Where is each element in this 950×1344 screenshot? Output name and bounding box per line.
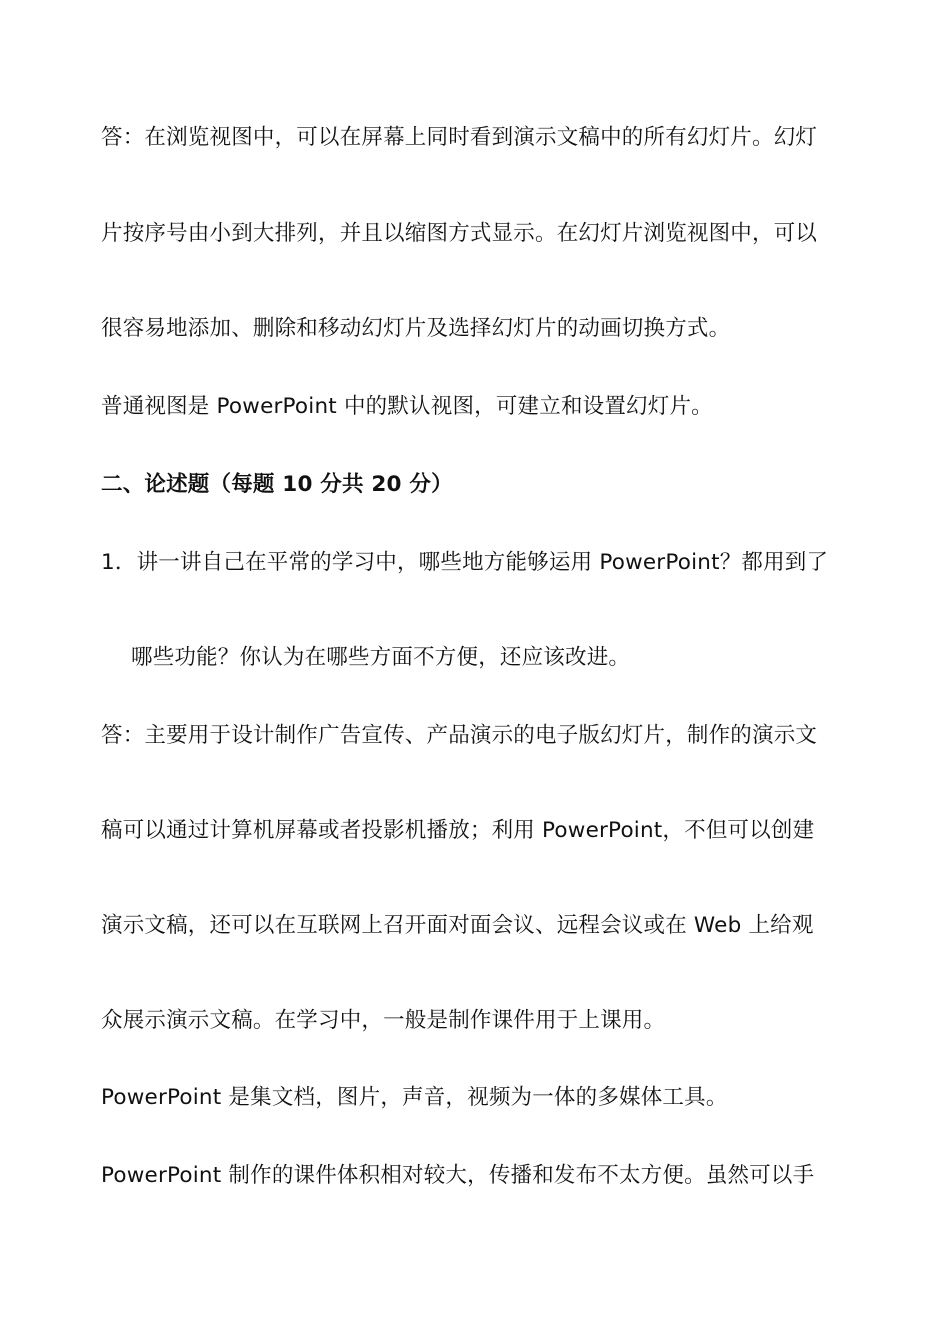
answer-1-line-1: 答：在浏览视图中，可以在屏幕上同时看到演示文稿中的所有幻灯片。幻灯 — [101, 125, 818, 150]
question-1-line-2: 哪些功能？你认为在哪些方面不方便，还应该改进。 — [131, 645, 631, 670]
section-heading: 二、论述题（每题 10 分共 20 分） — [101, 472, 453, 497]
answer-2-line-2: 稿可以通过计算机屏幕或者投影机播放；利用 PowerPoint，不但可以创建 — [101, 818, 815, 843]
multimedia-paragraph: PowerPoint 是集文档，图片，声音，视频为一体的多媒体工具。 — [101, 1085, 728, 1110]
normal-view-paragraph: 普通视图是 PowerPoint 中的默认视图，可建立和设置幻灯片。 — [101, 394, 713, 419]
question-1-line-1: 1．讲一讲自己在平常的学习中，哪些地方能够运用 PowerPoint？都用到了 — [101, 550, 829, 575]
answer-2-line-1: 答：主要用于设计制作广告宣传、产品演示的电子版幻灯片，制作的演示文 — [101, 723, 818, 748]
answer-2-line-3: 演示文稿，还可以在互联网上召开面对面会议、远程会议或在 Web 上给观 — [101, 913, 814, 938]
answer-1-line-2: 片按序号由小到大排列，并且以缩图方式显示。在幻灯片浏览视图中，可以 — [101, 221, 818, 246]
size-paragraph-line-1: PowerPoint 制作的课件体积相对较大，传播和发布不太方便。虽然可以手 — [101, 1163, 815, 1188]
answer-1-line-3: 很容易地添加、删除和移动幻灯片及选择幻灯片的动画切换方式。 — [101, 316, 731, 341]
answer-2-line-4: 众展示演示文稿。在学习中，一般是制作课件用于上课用。 — [101, 1008, 666, 1033]
